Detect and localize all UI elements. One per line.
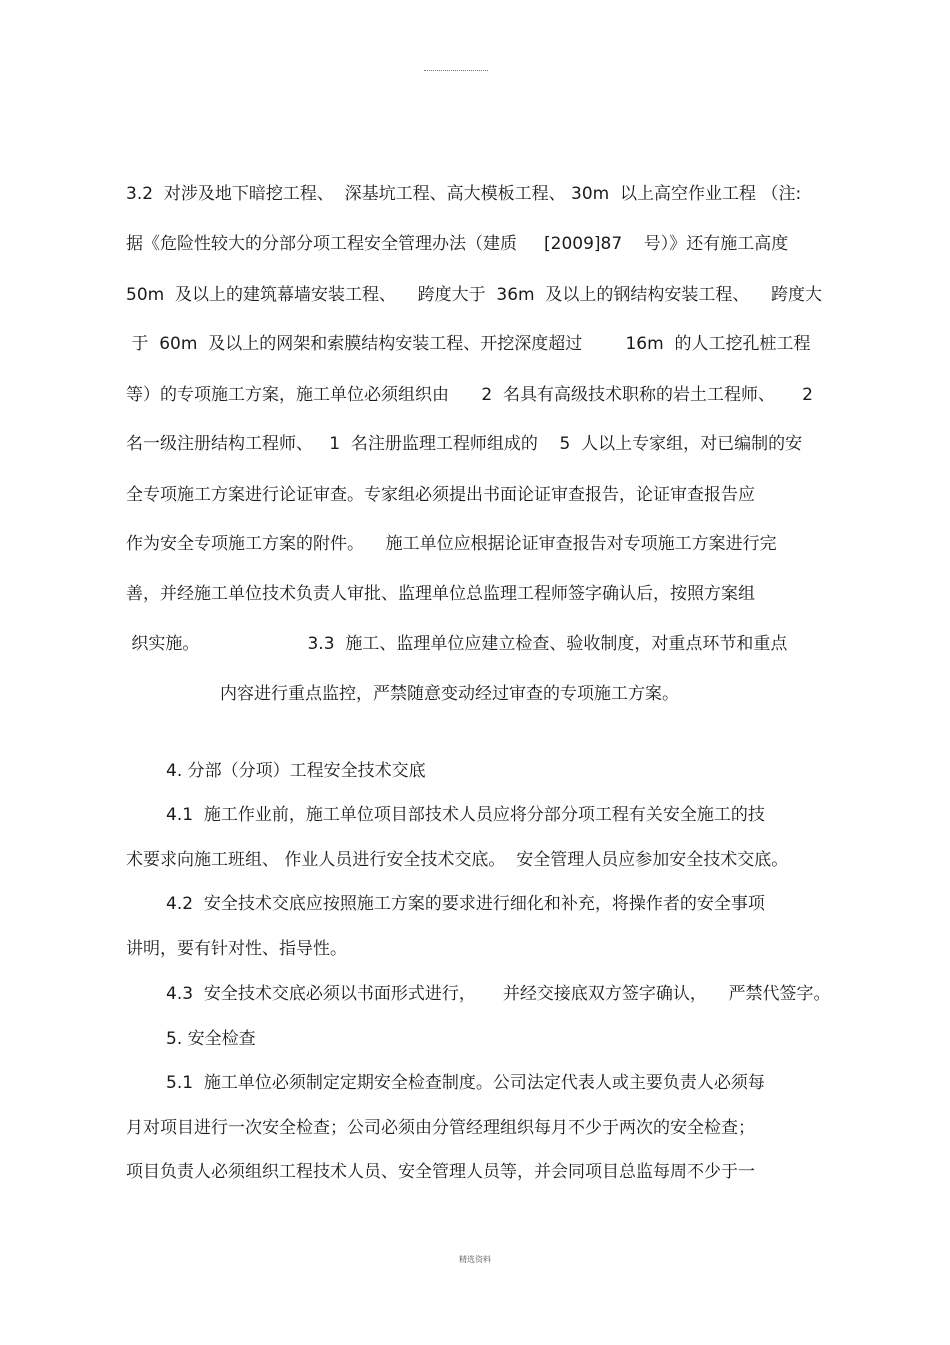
text-line: 4.1 施工作业前，施工单位项目部技术人员应将分部分项工程有关安全施工的技 [166,805,765,825]
text-line: 月对项目进行一次安全检查；公司必须由分管经理组织每月不少于两次的安全检查； [126,1118,755,1138]
text-line: 术要求向施工班组、 作业人员进行安全技术交底。 安全管理人员应参加安全技术交底。 [126,850,789,870]
text-line: 5.1 施工单位必须制定定期安全检查制度。公司法定代表人或主要负责人必须每 [166,1073,765,1093]
page-footer: 精选资料 [459,1255,491,1264]
text-line: 名一级注册结构工程师、 1 名注册监理工程师组成的 5 人以上专家组，对已编制的安 [126,434,803,454]
text-line: 项目负责人必须组织工程技术人员、安全管理人员等，并会同项目总监每周不少于一 [126,1162,755,1182]
section-heading: 5. 安全检查 [166,1029,256,1049]
text-line: 据《危险性较大的分部分项工程安全管理办法（建质 [2009]87 号）》还有施工高度 [126,234,789,254]
text-line: 4.3 安全技术交底必须以书面形式进行， 并经交接底双方签字确认， 严禁代签字。 [166,984,831,1004]
text-line: 全专项施工方案进行论证审查。专家组必须提出书面论证审查报告，论证审查报告应 [126,485,755,505]
header-rule [424,70,488,71]
text-line: 50m 及以上的建筑幕墙安装工程、 跨度大于 36m 及以上的钢结构安装工程、 跨度大 [126,285,823,305]
text-line: 作为安全专项施工方案的附件。 施工单位应根据论证审查报告对专项施工方案进行完 [126,534,777,554]
text-line: 4.2 安全技术交底应按照施工方案的要求进行细化和补充，将操作者的安全事项 [166,894,765,914]
text-line: 3.2 对涉及地下暗挖工程、 深基坑工程、高大模板工程、 30m 以上高空作业工程 （注: [126,184,802,204]
text-line: 于 60m 及以上的网架和索膜结构安装工程、开挖深度超过 16m 的人工挖孔桩工程 [126,334,811,354]
text-line: 善，并经施工单位技术负责人审批、监理单位总监理工程师签字确认后，按照方案组 [126,584,755,604]
text-line: 等）的专项施工方案，施工单位必须组织由 2 名具有高级技术职称的岩土工程师、 2 [126,385,813,405]
section-heading: 4. 分部（分项）工程安全技术交底 [166,761,426,781]
text-line: 讲明，要有针对性、指导性。 [126,939,347,959]
text-line: 织实施。 3.3 施工、监理单位应建立检查、验收制度，对重点环节和重点 [126,634,788,654]
text-line: 内容进行重点监控，严禁随意变动经过审查的专项施工方案。 [220,684,679,704]
